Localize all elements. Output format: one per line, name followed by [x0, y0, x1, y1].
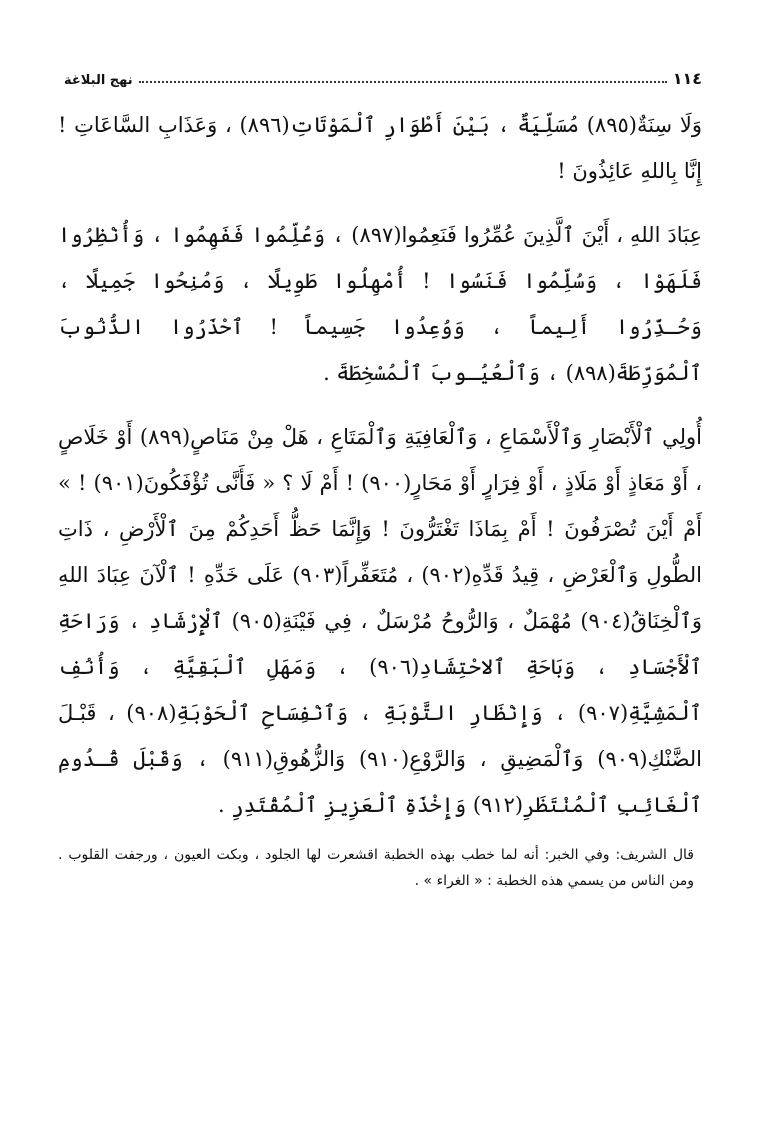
paragraph-3: أُولِي ٱلْأَبْصَارِ وَٱلْأَسْمَاعِ ، وَٱلْعَافِيَةِ وَٱلْمَتَاعِ ، هَلْ مِنْ مَنَاصٍ(٨٩٩) أَوْ خَلَاصٍ ، أَوْ مَعَاذٍ أَوْ مَلَاذٍ ، أَوْ فِرَارٍ أَوْ مَحَارٍ(٩٠٠) ! أَمْ لَا ؟ « فَأَنَّى تُؤْفَكُونَ(٩٠١) ! » أَمْ أَيْنَ تُصْرَفُونَ ! أَمْ بِمَاذَا تَغْتَرُّونَ ! وَإِنَّمَا حَظُّ أَحَدِكُمْ مِنَ ٱلْأَرْضِ ، ذَاتِ الطُّولِ وَٱلْعَرْضِ ، قِيدُ قَدِّهِ(٩٠٢) ، مُتَعَفِّراً(٩٠٣) عَلَى خَدِّهِ ! ٱلْآنَ عِبَادَ اللهِ وَٱلْخِنَاقُ(٩٠٤) مُهْمَلٌ ، وَالرُّوحُ مُرْسَلٌ ، فِي فَيْنَةِ(٩٠٥) ٱلْإِرْشَادِ ، وَرَاحَةِ ٱلْأَجْسَادِ ، وَبَاحَةِ ٱلاحْتِشَادِ(٩٠٦) ، وَمَهَلِ ٱلْبَقِيَّةِ ، وَأُنُفِ ٱلْمَشِيَّةِ(٩٠٧) ، وَإِنْظَارِ التَّوْبَةِ ، وَٱنْفِسَاحِ ٱلْحَوْبَةِ(٩٠٨) ، قَبْـلَ الضَّنْكِ(٩٠٩) وَٱلْمَضِيقِ ، وَالرَّوْعِ(٩١٠) وَالزُّهُوقِ(٩١١) ، وَقَبْلَ قُـدُومِ ٱلْغَائِبِ ٱلْمُنْتَظَرِ(٩١٢) وَإِخْذَةِ ٱلْعَزِيزِ ٱلْمُقْتَدِرِ .: [58, 425, 703, 817]
paragraph-2: عِبَادَ اللهِ ، أَيْنَ ٱلَّذِينَ عُمِّرُوا فَنَعِمُوا(٨٩٧) ، وَعُلِّمُوا فَفَهِمُوا ، وَأُنْظِرُوا فَلَهَوْا ، وَسُلِّمُوا فَنَسُوا ! أُمْهِلُوا طَوِيلًا ، وَمُنِحُوا جَمِيلًا ، وَحُـذِّرُوا أَلِيماً ، وَوُعِدُوا جَسِيماً ! ٱحْذَرُوا الذُّنُوبَ ٱلْمُوَرِّطَةَ(٨٩٨) ، وَٱلْعُيُـوبَ ٱلْمُسْخِطَةَ .: [58, 223, 703, 385]
paragraph-1: وَلَا سِنَةٌ(٨٩٥) مُسَلِّيَةٌ ، بَيْنَ أَطْوَارِ ٱلْمَوْتَاتِ(٨٩٦) ، وَعَذَابِ السَّاعَاتِ ! إِنَّا بِاللهِ عَائِذُونَ !: [58, 113, 702, 183]
page-header: [58, 62, 702, 88]
page-number: ١١٤: [672, 69, 702, 88]
header-dotted-rule: [139, 81, 667, 83]
footnote-note: قال الشريف: وفي الخبر: أنه لما خطب بهذه الخطبة اقشعرت لها الجلود ، وبكت العيون ، ورجفت القلوب . ومن الناس من يسمي هذه الخطبة : « الغراء » .: [58, 847, 694, 889]
page-content: [58, 102, 702, 894]
book-title: نهج البلاغة: [64, 73, 133, 88]
